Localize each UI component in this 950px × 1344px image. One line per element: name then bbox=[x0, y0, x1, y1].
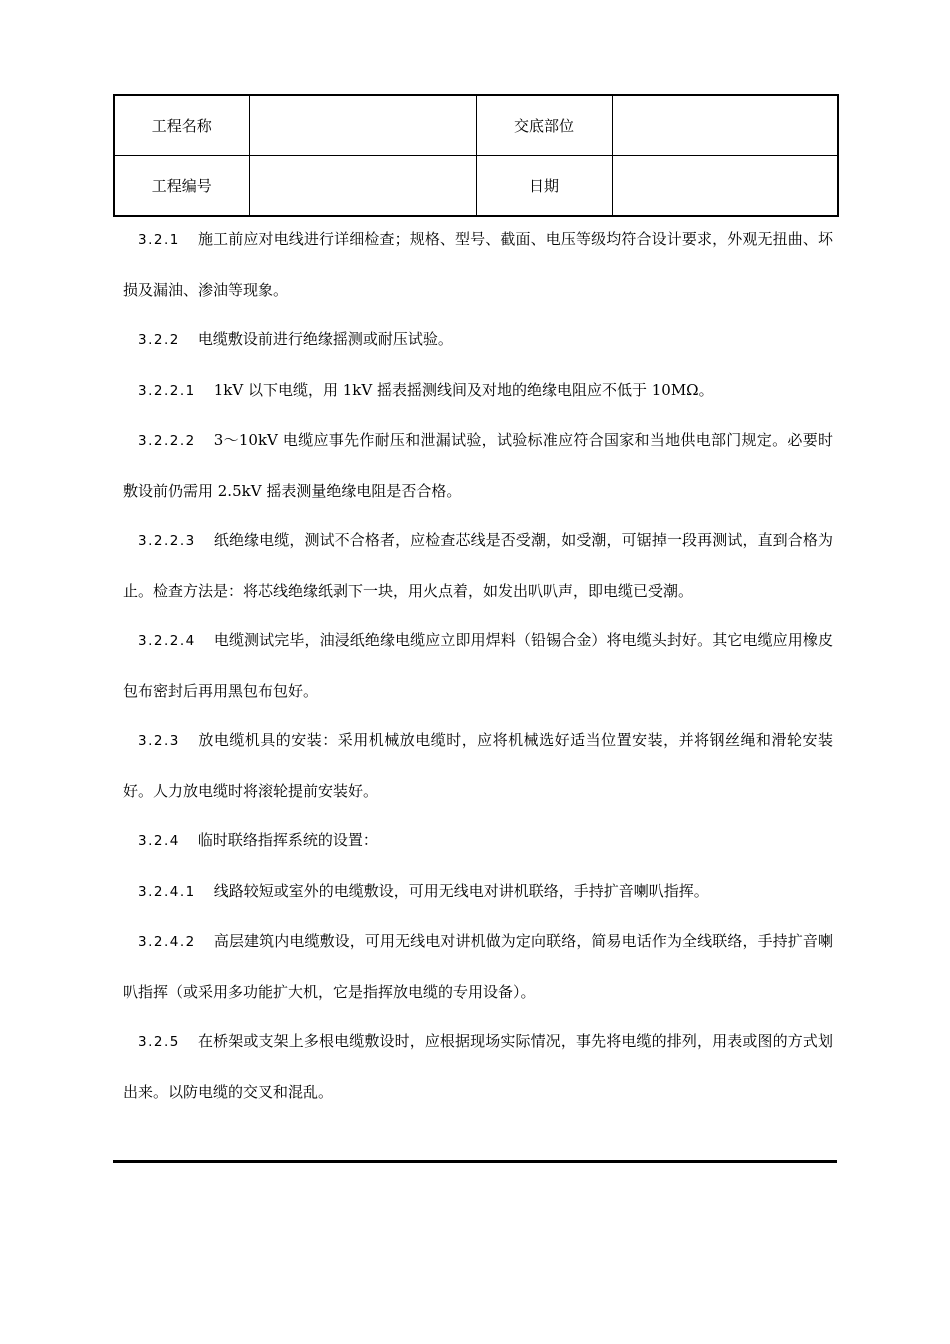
paragraph-text: 3～10kV 电缆应事先作耐压和泄漏试验，试验标准应符合国家和当地供电部门规定。必要时敷设前仍需用 2.5kV 摇表测量绝缘电阻是否合格。 bbox=[123, 431, 833, 500]
project-name-label: 工程名称 bbox=[114, 95, 249, 156]
section-number: 3.2.4.1 bbox=[138, 883, 196, 900]
paragraph-3-2-2-1 bbox=[123, 366, 833, 417]
paragraph-3-2-1 bbox=[123, 215, 833, 315]
paragraph-text: 1kV 以下电缆，用 1kV 摇表摇测线间及对地的绝缘电阻应不低于 10MΩ。 bbox=[213, 380, 714, 399]
paragraph-3-2-5 bbox=[123, 1017, 833, 1117]
handover-location-value[interactable] bbox=[612, 95, 838, 156]
paragraph-3-2-2-3 bbox=[123, 516, 833, 616]
section-number: 3.2.4.2 bbox=[138, 934, 196, 950]
section-number: 3.2.3 bbox=[138, 733, 180, 749]
paragraph-3-2-2 bbox=[123, 315, 833, 366]
paragraph-3-2-4-1 bbox=[123, 867, 833, 918]
section-number: 3.2.4 bbox=[138, 833, 180, 849]
section-number: 3.2.2.3 bbox=[138, 533, 196, 549]
section-number: 3.2.2.1 bbox=[138, 382, 196, 399]
paragraph-text: 电缆敷设前进行绝缘摇测或耐压试验。 bbox=[197, 330, 453, 348]
paragraph-3-2-4 bbox=[123, 816, 833, 867]
paragraph-text: 放电缆机具的安装：采用机械放电缆时，应将机械选好适当位置安装，并将钢丝绳和滑轮安装好。人力放电缆时将滚轮提前安装好。 bbox=[123, 731, 833, 800]
table-row bbox=[114, 156, 838, 217]
project-name-value[interactable] bbox=[249, 95, 476, 156]
table-row bbox=[114, 95, 838, 156]
project-number-label: 工程编号 bbox=[114, 156, 249, 217]
paragraph-3-2-4-2 bbox=[123, 917, 833, 1017]
paragraph-text: 高层建筑内电缆敷设，可用无线电对讲机做为定向联络，简易电话作为全线联络，手持扩音喇叭指挥（或采用多功能扩大机，它是指挥放电缆的专用设备）。 bbox=[123, 932, 833, 1001]
paragraph-text: 纸绝缘电缆，测试不合格者，应检查芯线是否受潮，如受潮，可锯掉一段再测试，直到合格为止。检查方法是：将芯线绝缘纸剥下一块，用火点着，如发出叭叭声，即电缆已受潮。 bbox=[123, 531, 833, 600]
paragraph-3-2-3 bbox=[123, 716, 833, 816]
project-number-value[interactable] bbox=[249, 156, 476, 217]
section-number: 3.2.2.4 bbox=[138, 633, 196, 649]
section-number: 3.2.1 bbox=[138, 232, 180, 248]
paragraph-text: 在桥架或支架上多根电缆敷设时，应根据现场实际情况，事先将电缆的排列，用表或图的方式划出来。以防电缆的交叉和混乱。 bbox=[123, 1032, 833, 1101]
paragraph-text: 电缆测试完毕，油浸纸绝缘电缆应立即用焊料（铅锡合金）将电缆头封好。其它电缆应用橡皮包布密封后再用黑包布包好。 bbox=[123, 631, 833, 700]
paragraph-3-2-2-4 bbox=[123, 616, 833, 716]
section-number: 3.2.2.2 bbox=[138, 433, 196, 449]
date-label: 日期 bbox=[476, 156, 612, 217]
date-value[interactable] bbox=[612, 156, 838, 217]
section-number: 3.2.5 bbox=[138, 1034, 180, 1050]
paragraph-text: 线路较短或室外的电缆敷设，可用无线电对讲机联络，手持扩音喇叭指挥。 bbox=[213, 881, 709, 900]
bottom-divider bbox=[113, 1160, 837, 1163]
paragraph-text: 临时联络指挥系统的设置： bbox=[197, 831, 378, 849]
paragraph-text: 施工前应对电线进行详细检查；规格、型号、截面、电压等级均符合设计要求，外观无扭曲、坏损及漏油、渗油等现象。 bbox=[123, 230, 833, 299]
project-info-table bbox=[113, 94, 839, 217]
paragraph-3-2-2-2 bbox=[123, 416, 833, 516]
section-number: 3.2.2 bbox=[138, 332, 180, 348]
document-body bbox=[123, 215, 833, 1117]
handover-location-label: 交底部位 bbox=[476, 95, 612, 156]
